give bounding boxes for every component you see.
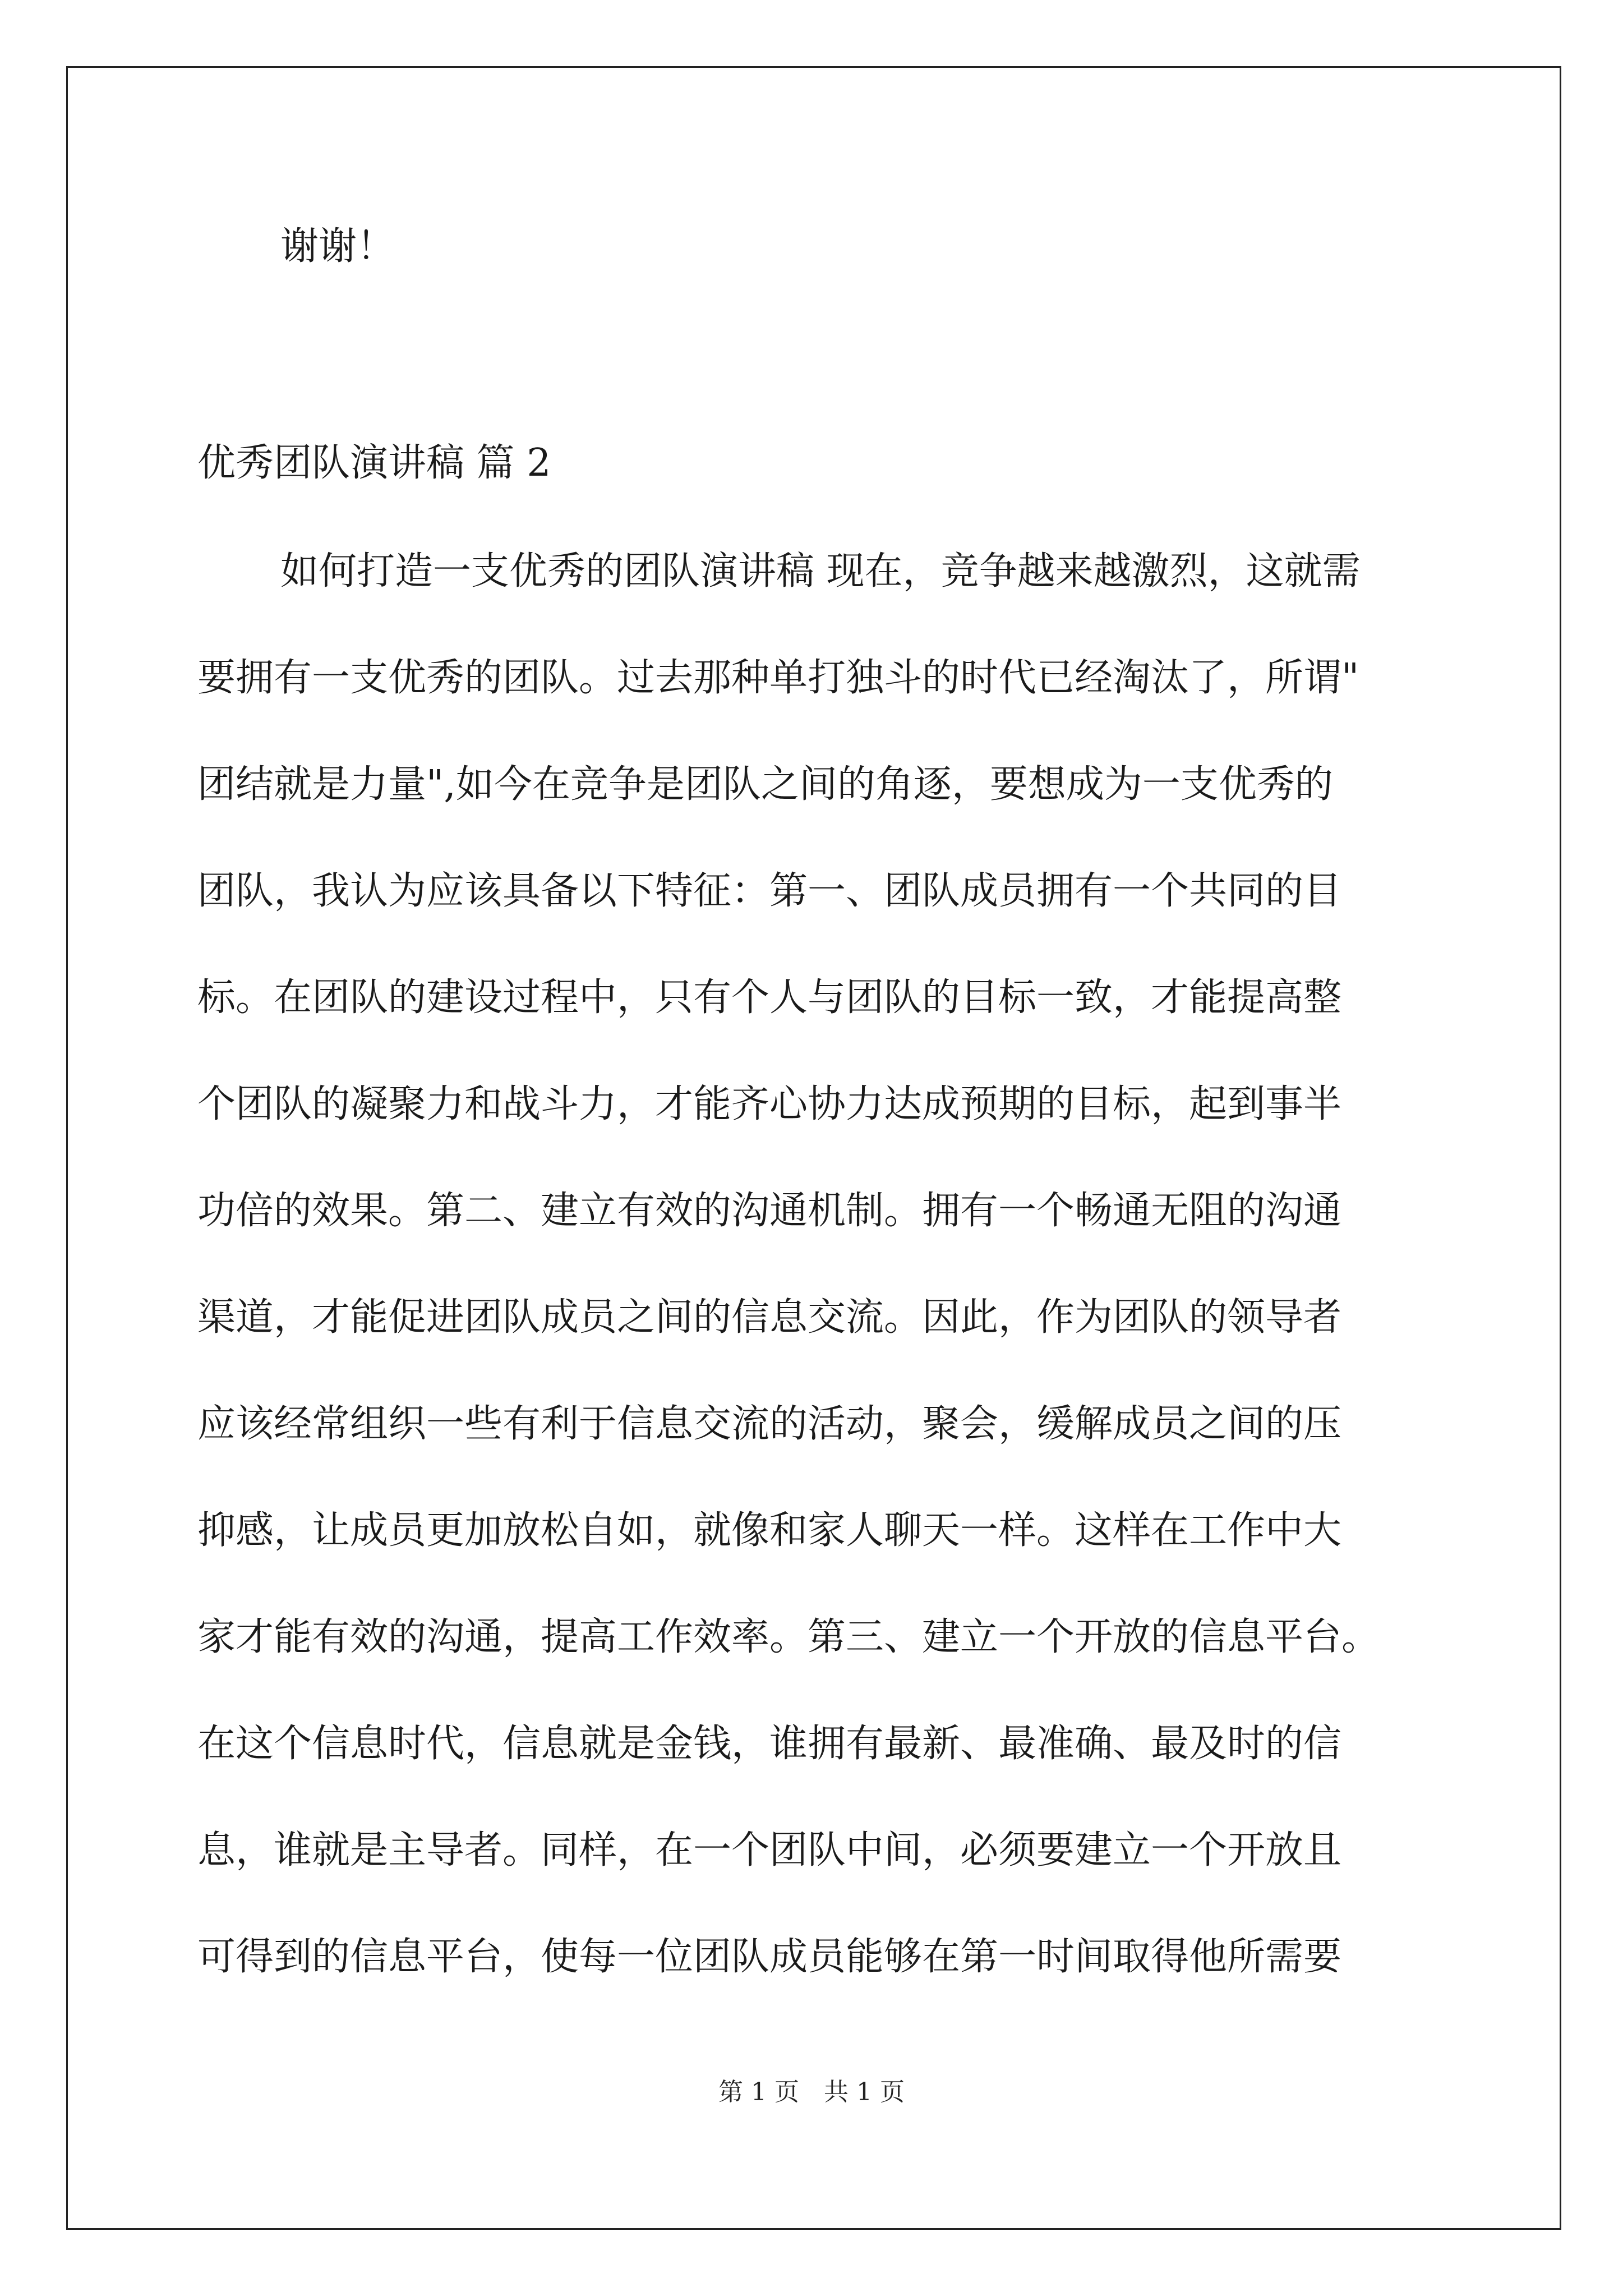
- body-line-2: 要拥有一支优秀的团队。过去那种单打独斗的时代已经淘汰了，所谓": [197, 656, 1359, 700]
- body-line-6: 个团队的凝聚力和战斗力，才能齐心协力达成预期的目标，起到事半: [197, 1082, 1342, 1126]
- body-line-13: 息，谁就是主导者。同样，在一个团队中间，必须要建立一个开放且: [197, 1828, 1342, 1872]
- greeting-text: 谢谢！: [280, 224, 395, 269]
- body-line-7: 功倍的效果。第二、建立有效的沟通机制。拥有一个畅通无阻的沟通: [197, 1189, 1342, 1233]
- section-heading: 优秀团队演讲稿 篇 2: [197, 441, 551, 485]
- body-line-4: 团队，我认为应该具备以下特征：第一、团队成员拥有一个共同的目: [197, 869, 1342, 913]
- body-line-1: 如何打造一支优秀的团队演讲稿 现在，竞争越来越激烈，这就需: [280, 549, 1361, 593]
- body-line-8: 渠道，才能促进团队成员之间的信息交流。因此，作为团队的领导者: [197, 1295, 1342, 1340]
- body-line-9: 应该经常组织一些有利于信息交流的活动，聚会，缓解成员之间的压: [197, 1402, 1342, 1446]
- body-line-11: 家才能有效的沟通，提高工作效率。第三、建立一个开放的信息平台。: [197, 1615, 1380, 1659]
- body-line-3: 团结就是力量",如今在竞争是团队之间的角逐，要想成为一支优秀的: [197, 762, 1333, 807]
- body-line-12: 在这个信息时代，信息就是金钱，谁拥有最新、最准确、最及时的信: [197, 1722, 1342, 1766]
- page-border: [66, 66, 1561, 2230]
- body-line-10: 抑感，让成员更加放松自如，就像和家人聊天一样。这样在工作中大: [197, 1508, 1342, 1553]
- page-footer: 第 1 页 共 1 页: [718, 2078, 905, 2106]
- body-line-5: 标。在团队的建设过程中，只有个人与团队的目标一致，才能提高整: [197, 976, 1342, 1020]
- body-line-14: 可得到的信息平台，使每一位团队成员能够在第一时间取得他所需要: [197, 1935, 1342, 1979]
